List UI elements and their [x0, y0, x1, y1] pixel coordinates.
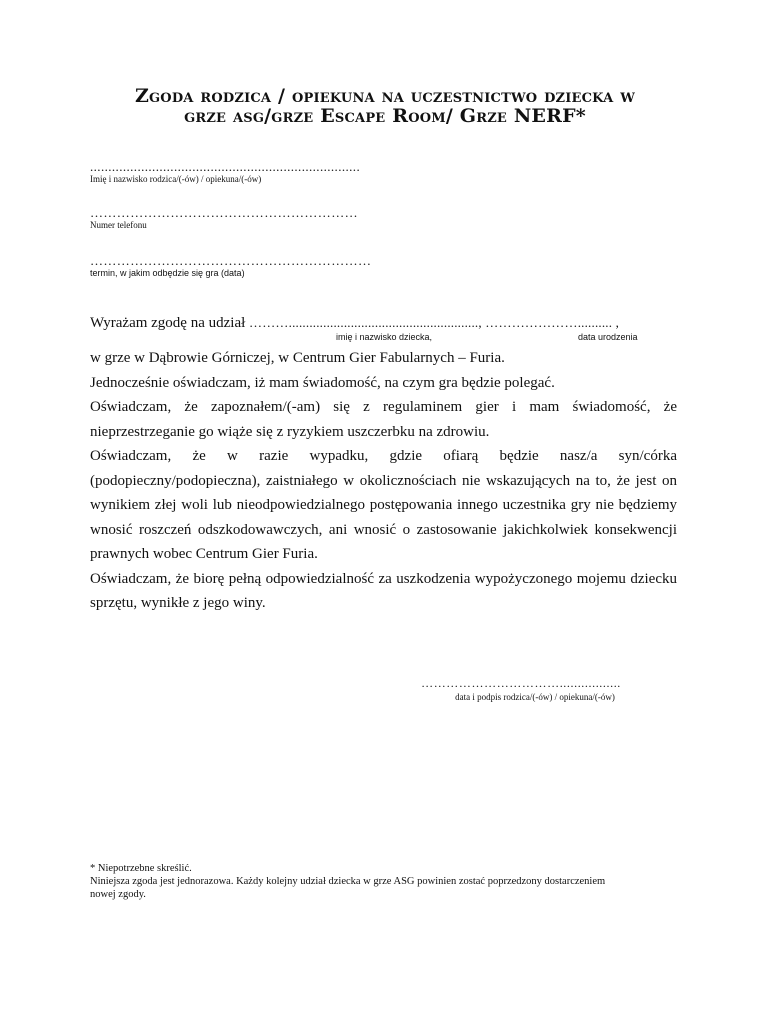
parent-name-field[interactable] — [90, 160, 360, 184]
signature-dots: ……………………………................. — [421, 676, 621, 690]
title-line-1: Zgoda rodzica / opiekuna na uczestnictwo dziecka w — [134, 85, 636, 107]
phone-dots: …………………………………………………… — [90, 205, 358, 220]
game-date-field[interactable] — [90, 254, 371, 278]
footnote — [90, 862, 690, 901]
phone-caption: Numer telefonu — [90, 220, 147, 230]
document-title — [80, 86, 690, 126]
footnote-line-2: Niniejsza zgoda jest jednorazowa. Każdy kolejny udział dziecka w grze ASG powinien zostać poprzedzony dostarczeniem — [90, 876, 606, 887]
footnote-line-1: * Niepotrzebne skreślić. — [90, 863, 192, 874]
paragraph: Oświadczam, że biorę pełną odpowiedzialność za uszkodzenia wypożyczonego mojemu dziecku sprzętu, wynikłe z jego winy. — [90, 570, 677, 611]
title-line-2: grze asg/grze Escape Room/ Grze NERF* — [184, 105, 586, 127]
phone-field[interactable] — [90, 206, 358, 230]
signature-caption: data i podpis rodzica/(-ów) / opiekuna/(-ów) — [455, 692, 615, 702]
footnote-line-3: nowej zgody. — [90, 889, 146, 900]
birth-date-caption: data urodzenia — [578, 332, 638, 342]
parent-name-dots: .......................................................................... — [90, 159, 361, 174]
paragraph: w grze w Dąbrowie Górniczej, w Centrum Gier Fabularnych – Furia. — [90, 350, 505, 366]
paragraph: Oświadczam, że zapoznałem/(-am) się z regulaminem gier i mam świadomość, że nieprzestrzeganie go wiąże się z ryzykiem uszczerbku na zdrowiu. — [90, 399, 677, 440]
child-name-dots[interactable]: ………......................................................., — [249, 315, 482, 330]
signature-field[interactable] — [412, 676, 630, 702]
parent-name-caption: Imię i nazwisko rodzica/(-ów) / opiekuna/(-ów) — [90, 174, 262, 184]
game-date-caption: termin, w jakim odbędzie się gra (data) — [90, 268, 245, 278]
child-name-caption: imię i nazwisko dziecka, — [336, 332, 433, 342]
consent-line — [90, 315, 619, 332]
paragraph: Oświadczam, że w razie wypadku, gdzie ofiarą będzie nasz/a syn/córka (podopieczny/podopieczna), zaistniałego w okolicznościach nie wskazujących na to, że jest on wynikiem złej woli lub nieodpowiedzialnego postępowania innego uczestnika gry nie będziemy wnosić roszczeń odszkodowawczych, ani wnosić o zastosowanie jakichkolwiek konsekwencji prawnych wobec Centrum Gier Furia. — [90, 448, 677, 562]
paragraph: Jednocześnie oświadczam, iż mam świadomość, na czym gra będzie polegać. — [90, 374, 555, 391]
game-date-dots: ……………………………………………………… — [90, 253, 372, 268]
declaration-body — [90, 346, 677, 616]
birth-date-dots[interactable]: ………………….......... , — [481, 315, 620, 330]
consent-lead: Wyrażam zgodę na udział — [90, 315, 250, 331]
